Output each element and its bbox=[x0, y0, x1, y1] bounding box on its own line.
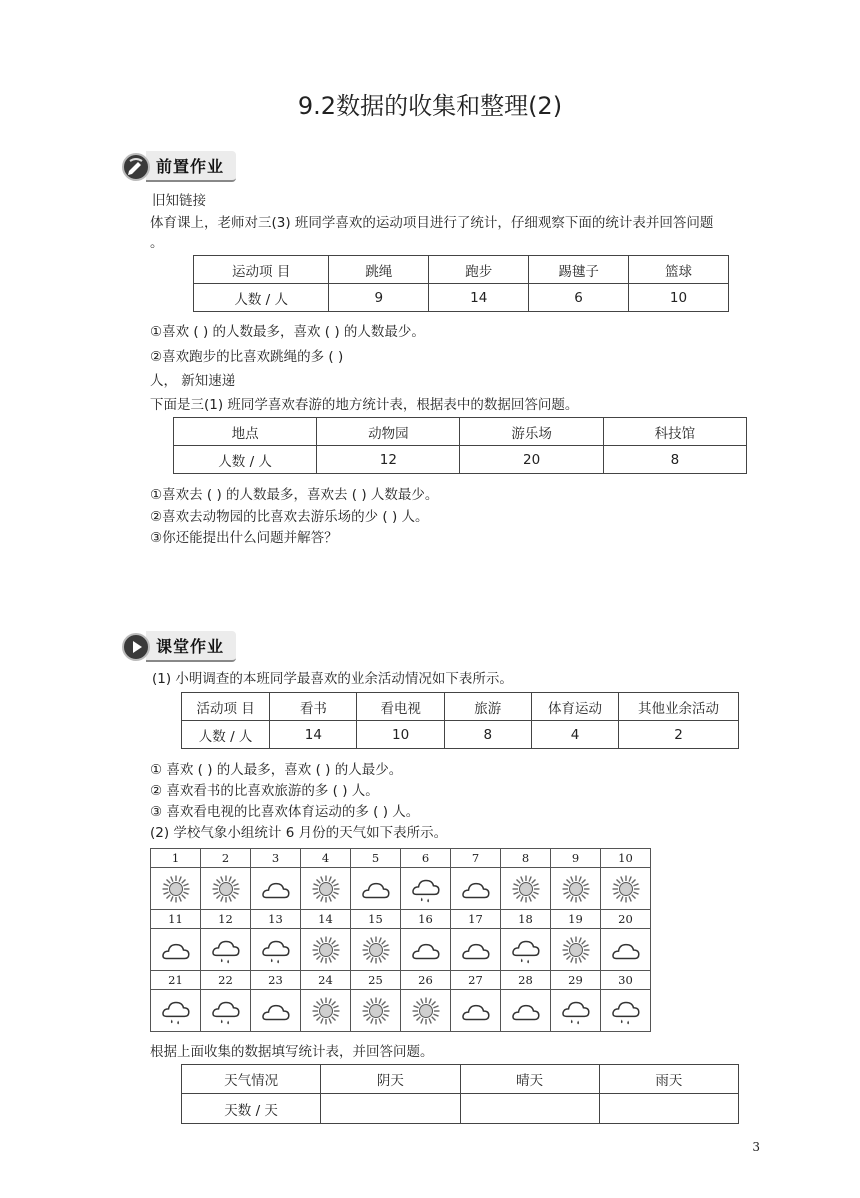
weather-day-row bbox=[151, 849, 651, 868]
day-number: 16 bbox=[401, 910, 451, 929]
weather-cell bbox=[251, 868, 301, 910]
sun-icon bbox=[501, 874, 550, 904]
day-number: 29 bbox=[551, 971, 601, 990]
table-cell: 跳绳 bbox=[329, 256, 429, 284]
table-row bbox=[174, 418, 747, 446]
section-title-pre: 前置作业 bbox=[146, 151, 236, 182]
weather-cell bbox=[151, 990, 201, 1032]
rain-icon bbox=[201, 934, 250, 966]
rain-icon bbox=[401, 873, 450, 905]
table-cell: 看电视 bbox=[357, 693, 444, 721]
day-number: 6 bbox=[401, 849, 451, 868]
sun-icon bbox=[551, 874, 600, 904]
sun-icon bbox=[301, 935, 350, 965]
weather-cell bbox=[551, 929, 601, 971]
day-number: 5 bbox=[351, 849, 401, 868]
day-number: 30 bbox=[601, 971, 651, 990]
table-row bbox=[194, 284, 729, 312]
cloud-icon bbox=[601, 937, 650, 963]
fill-intro: 根据上面收集的数据填写统计表，并回答问题。 bbox=[150, 1044, 434, 1060]
pre-question-2-cont: 人， 新知速递 bbox=[150, 373, 236, 389]
table-cell: 9 bbox=[329, 284, 429, 312]
weather-cell bbox=[351, 929, 401, 971]
weather-cell bbox=[251, 929, 301, 971]
table-cell: 2 bbox=[619, 721, 739, 749]
day-number: 11 bbox=[151, 910, 201, 929]
weather-cell bbox=[501, 990, 551, 1032]
play-icon bbox=[122, 633, 150, 661]
weather-cell bbox=[401, 868, 451, 910]
cloud-icon bbox=[501, 998, 550, 1024]
sun-icon bbox=[351, 996, 400, 1026]
weather-cell bbox=[201, 868, 251, 910]
weather-cell bbox=[401, 929, 451, 971]
weather-icon-row bbox=[151, 868, 651, 910]
day-number: 14 bbox=[301, 910, 351, 929]
weather-cell bbox=[501, 929, 551, 971]
day-number: 15 bbox=[351, 910, 401, 929]
day-number: 24 bbox=[301, 971, 351, 990]
page-number: 3 bbox=[752, 1140, 760, 1154]
table-cell: 12 bbox=[317, 446, 460, 474]
table-row bbox=[194, 256, 729, 284]
table-cell: 6 bbox=[529, 284, 629, 312]
day-number: 18 bbox=[501, 910, 551, 929]
table-cell: 人数 / 人 bbox=[194, 284, 329, 312]
pre-question-1: ①喜欢 ( ) 的人数最多，喜欢 ( ) 的人数最少。 bbox=[150, 324, 425, 340]
table-row bbox=[174, 446, 747, 474]
table-cell: 活动项 目 bbox=[182, 693, 270, 721]
sport-table bbox=[193, 255, 729, 312]
day-number: 10 bbox=[601, 849, 651, 868]
day-number: 7 bbox=[451, 849, 501, 868]
section-badge-pre bbox=[122, 151, 236, 182]
pre-question-3: ①喜欢去 ( ) 的人数最多，喜欢去 ( ) 人数最少。 bbox=[150, 487, 439, 503]
table-row bbox=[182, 1094, 739, 1124]
table-cell: 天气情况 bbox=[182, 1065, 321, 1094]
weather-cell bbox=[351, 868, 401, 910]
trip-table bbox=[173, 417, 747, 474]
weather-count-table bbox=[181, 1064, 739, 1124]
activity-table bbox=[181, 692, 739, 749]
pre-intro: 体育课上，老师对三(3) 班同学喜欢的运动项目进行了统计，仔细观察下面的统计表并回答问题 bbox=[150, 215, 714, 231]
table-row bbox=[182, 1065, 739, 1094]
day-number: 9 bbox=[551, 849, 601, 868]
weather-day-row bbox=[151, 971, 651, 990]
table-cell: 雨天 bbox=[599, 1065, 738, 1094]
table-cell: 地点 bbox=[174, 418, 317, 446]
day-number: 28 bbox=[501, 971, 551, 990]
weather-cell bbox=[201, 929, 251, 971]
weather-cell bbox=[451, 990, 501, 1032]
weather-cell bbox=[401, 990, 451, 1032]
cloud-icon bbox=[151, 937, 200, 963]
pre-intro-tail: 。 bbox=[150, 235, 164, 251]
section-title-class: 课堂作业 bbox=[146, 631, 236, 662]
weather-cell bbox=[301, 929, 351, 971]
rain-icon bbox=[601, 995, 650, 1027]
rain-icon bbox=[551, 995, 600, 1027]
section-badge-class bbox=[122, 631, 236, 662]
cloud-icon bbox=[451, 998, 500, 1024]
day-number: 8 bbox=[501, 849, 551, 868]
cloud-icon bbox=[251, 998, 300, 1024]
day-number: 26 bbox=[401, 971, 451, 990]
weather-cell bbox=[301, 990, 351, 1032]
cloud-icon bbox=[401, 937, 450, 963]
cloud-icon bbox=[251, 876, 300, 902]
day-number: 27 bbox=[451, 971, 501, 990]
table-row bbox=[182, 693, 739, 721]
pre-question-2: ②喜欢跑步的比喜欢跳绳的多 ( ) bbox=[150, 349, 344, 365]
answer-cell-cloudy[interactable] bbox=[321, 1094, 460, 1124]
day-number: 19 bbox=[551, 910, 601, 929]
pre-question-5: ③你还能提出什么问题并解答？ bbox=[150, 530, 338, 546]
weather-table bbox=[150, 848, 651, 1032]
class-question-3: ③ 喜欢看电视的比喜欢体育运动的多 ( ) 人。 bbox=[150, 804, 420, 820]
weather-icon-row bbox=[151, 990, 651, 1032]
table-cell: 科技馆 bbox=[603, 418, 746, 446]
day-number: 3 bbox=[251, 849, 301, 868]
weather-cell bbox=[251, 990, 301, 1032]
class-question-1: ① 喜欢 ( ) 的人最多，喜欢 ( ) 的人最少。 bbox=[150, 762, 403, 778]
sun-icon bbox=[151, 874, 200, 904]
pencil-icon bbox=[122, 153, 150, 181]
weather-cell bbox=[551, 990, 601, 1032]
table-cell: 踢毽子 bbox=[529, 256, 629, 284]
table-cell: 14 bbox=[270, 721, 357, 749]
weather-cell bbox=[551, 868, 601, 910]
weather-cell bbox=[351, 990, 401, 1032]
sun-icon bbox=[551, 935, 600, 965]
class-question-2: ② 喜欢看书的比喜欢旅游的多 ( ) 人。 bbox=[150, 783, 379, 799]
table-row bbox=[182, 721, 739, 749]
weather-cell bbox=[301, 868, 351, 910]
day-number: 23 bbox=[251, 971, 301, 990]
table-cell: 运动项 目 bbox=[194, 256, 329, 284]
table-cell: 看书 bbox=[270, 693, 357, 721]
answer-cell-rainy[interactable] bbox=[599, 1094, 738, 1124]
table-cell: 人数 / 人 bbox=[174, 446, 317, 474]
day-number: 20 bbox=[601, 910, 651, 929]
table-cell: 10 bbox=[357, 721, 444, 749]
answer-cell-sunny[interactable] bbox=[460, 1094, 599, 1124]
table-cell: 游乐场 bbox=[460, 418, 603, 446]
sun-icon bbox=[301, 996, 350, 1026]
table-cell: 人数 / 人 bbox=[182, 721, 270, 749]
weather-cell bbox=[501, 868, 551, 910]
rain-icon bbox=[151, 995, 200, 1027]
sun-icon bbox=[401, 996, 450, 1026]
class-part-1: (1) 小明调查的本班同学最喜欢的业余活动情况如下表所示。 bbox=[152, 671, 513, 687]
table-cell: 跑步 bbox=[429, 256, 529, 284]
weather-cell bbox=[601, 868, 651, 910]
table-cell: 篮球 bbox=[629, 256, 729, 284]
table-cell: 4 bbox=[531, 721, 618, 749]
rain-icon bbox=[201, 995, 250, 1027]
table-cell: 动物园 bbox=[317, 418, 460, 446]
old-knowledge-label: 旧知链接 bbox=[152, 193, 206, 209]
weather-day-row bbox=[151, 910, 651, 929]
day-number: 12 bbox=[201, 910, 251, 929]
table-cell: 14 bbox=[429, 284, 529, 312]
rain-icon bbox=[501, 934, 550, 966]
sun-icon bbox=[601, 874, 650, 904]
table-cell: 10 bbox=[629, 284, 729, 312]
table-cell: 其他业余活动 bbox=[619, 693, 739, 721]
cloud-icon bbox=[351, 876, 400, 902]
day-number: 25 bbox=[351, 971, 401, 990]
sun-icon bbox=[301, 874, 350, 904]
weather-cell bbox=[201, 990, 251, 1032]
cloud-icon bbox=[451, 937, 500, 963]
day-number: 22 bbox=[201, 971, 251, 990]
rain-icon bbox=[251, 934, 300, 966]
class-part-2: (2) 学校气象小组统计 6 月份的天气如下表所示。 bbox=[150, 825, 448, 841]
sun-icon bbox=[201, 874, 250, 904]
day-number: 1 bbox=[151, 849, 201, 868]
table-cell: 旅游 bbox=[444, 693, 531, 721]
pre-question-4: ②喜欢去动物园的比喜欢去游乐场的少 ( ) 人。 bbox=[150, 509, 429, 525]
table-cell: 8 bbox=[444, 721, 531, 749]
table-cell: 天数 / 天 bbox=[182, 1094, 321, 1124]
weather-cell bbox=[151, 929, 201, 971]
pre-intro-2: 下面是三(1) 班同学喜欢春游的地方统计表，根据表中的数据回答问题。 bbox=[150, 397, 579, 413]
page-title: 9.2数据的收集和整理(2) bbox=[297, 92, 563, 120]
weather-cell bbox=[151, 868, 201, 910]
day-number: 13 bbox=[251, 910, 301, 929]
table-cell: 20 bbox=[460, 446, 603, 474]
table-cell: 阴天 bbox=[321, 1065, 460, 1094]
day-number: 17 bbox=[451, 910, 501, 929]
table-cell: 8 bbox=[603, 446, 746, 474]
weather-icon-row bbox=[151, 929, 651, 971]
cloud-icon bbox=[451, 876, 500, 902]
weather-cell bbox=[451, 868, 501, 910]
table-cell: 体育运动 bbox=[531, 693, 618, 721]
weather-cell bbox=[451, 929, 501, 971]
day-number: 4 bbox=[301, 849, 351, 868]
weather-cell bbox=[601, 929, 651, 971]
table-cell: 晴天 bbox=[460, 1065, 599, 1094]
day-number: 21 bbox=[151, 971, 201, 990]
sun-icon bbox=[351, 935, 400, 965]
weather-cell bbox=[601, 990, 651, 1032]
day-number: 2 bbox=[201, 849, 251, 868]
